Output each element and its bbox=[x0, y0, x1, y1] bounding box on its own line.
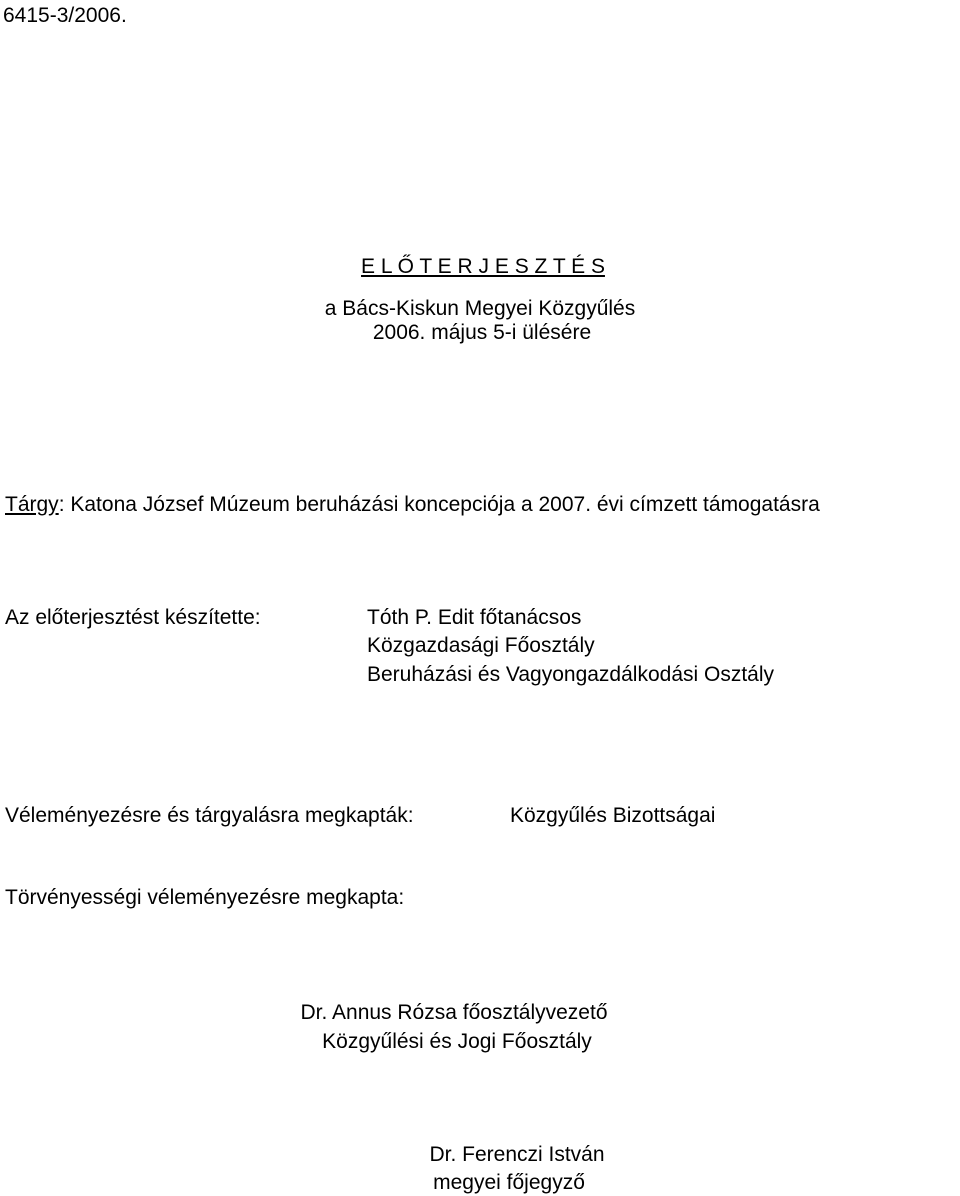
prepared-by-name: Tóth P. Edit főtanácsos bbox=[367, 606, 582, 629]
prepared-by-unit: Beruházási és Vagyongazdálkodási Osztály bbox=[367, 663, 775, 686]
subject-line bbox=[5, 494, 820, 515]
signatory-1-name: Dr. Annus Rózsa főosztályvezető bbox=[300, 1001, 608, 1024]
prepared-by-label: Az előterjesztést készítette: bbox=[5, 606, 261, 629]
legal-review-label: Törvényességi véleményezésre megkapta: bbox=[5, 886, 405, 909]
review-value: Közgyűlés Bizottságai bbox=[510, 804, 716, 827]
signatory-1-department: Közgyűlési és Jogi Főosztály bbox=[322, 1030, 592, 1053]
subject-separator: : bbox=[58, 493, 65, 516]
heading-line-1: a Bács-Kiskun Megyei Közgyűlés bbox=[324, 297, 636, 320]
subject-label: Tárgy bbox=[5, 493, 59, 516]
signatory-2-title: megyei főjegyző bbox=[433, 1171, 585, 1194]
signatory-2-name: Dr. Ferenczi István bbox=[429, 1143, 605, 1166]
heading-line-2: 2006. május 5-i ülésére bbox=[372, 321, 592, 344]
reference-number: 6415-3/2006. bbox=[3, 4, 127, 27]
review-label: Véleményezésre és tárgyalásra megkapták: bbox=[5, 804, 414, 827]
prepared-by-department: Közgazdasági Főosztály bbox=[367, 634, 595, 657]
subject-text: Katona József Múzeum beruházási koncepciója a 2007. évi címzett támogatásra bbox=[70, 493, 820, 516]
document-title: E L Ő T E R J E S Z T É S bbox=[361, 255, 605, 278]
